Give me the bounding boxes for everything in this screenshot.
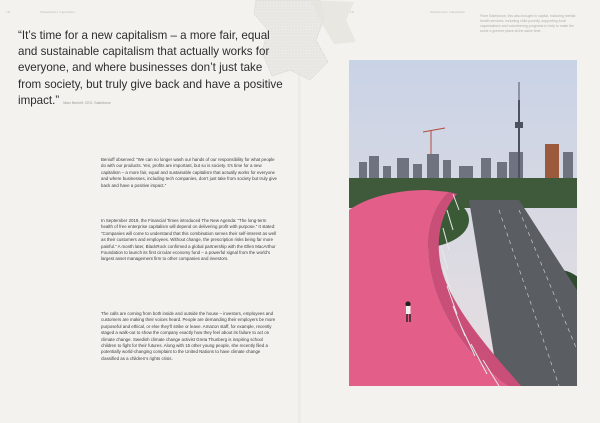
body-paragraph: Benioff observed: “We can no longer wash our hands of our responsibility for what people do with our products. Yes, profits are important, but so is society. It’s time for a new capitalism – a more fair, equal and sustainable capitalism that actually works for everyone and where businesses, including tech companies, don’t just take from society but truly give back and have a positive impact.” bbox=[101, 157, 277, 188]
side-note: From Salesforce, this also brought in capital, including mental health services, including child poverty, supporting local organisations and volunteering programs to help to make the world a greener place at the same time. bbox=[480, 14, 576, 33]
body-paragraph: In September 2019, the Financial Times introduced The New Agenda: “The long-term health of free enterprise capitalism will depend on delivering profit with purpose.” It stated: “Companies will come to understand that this combination serves their self-interest as well as their customers and employees. Without change, the prescription risks being far more painful.” A month later, BlackRock confirmed a global partnership with the Ellen MacArthur Foundation to launch its first circular economy fund – a powerful signal from the world’s largest asset management firm to other companies and investors. bbox=[101, 218, 276, 262]
right-running-head: Stakeholder Capitalism bbox=[430, 10, 466, 14]
pull-quote bbox=[18, 28, 286, 111]
cycleway-photo bbox=[349, 60, 577, 386]
pull-quote-text: “It’s time for a new capitalism – a more fair, equal and sustainable capitalism that actually works for everyone, and where businesses don’t just take from society, but truly give back and have a positive impact.” bbox=[18, 29, 283, 107]
left-page-number: 18 bbox=[6, 10, 10, 14]
right-page-number: 19 bbox=[350, 10, 354, 14]
body-paragraph: The calls are coming from both inside and outside the house – investors, employees and customers are making their voices heard. People are demanding their employers be more purposeful and ethical, or else they’ll strike or leave. Amazon staff, for example, recently staged a walk-out to show the company exactly how they feel about its failure to act on climate change. Swedish climate change activist Greta Thunberg is inspiring school children to fight for their futures. Along with 15 other young people, she recently filed a potentially world-changing complaint to the United Nations to have climate change classified as a children’s rights crisis. bbox=[101, 311, 276, 361]
pull-quote-attribution: Marc Benioff, CEO, Salesforce bbox=[63, 100, 111, 105]
photo-illustration bbox=[349, 60, 577, 386]
left-running-head: Stakeholder Capitalism bbox=[40, 10, 76, 14]
